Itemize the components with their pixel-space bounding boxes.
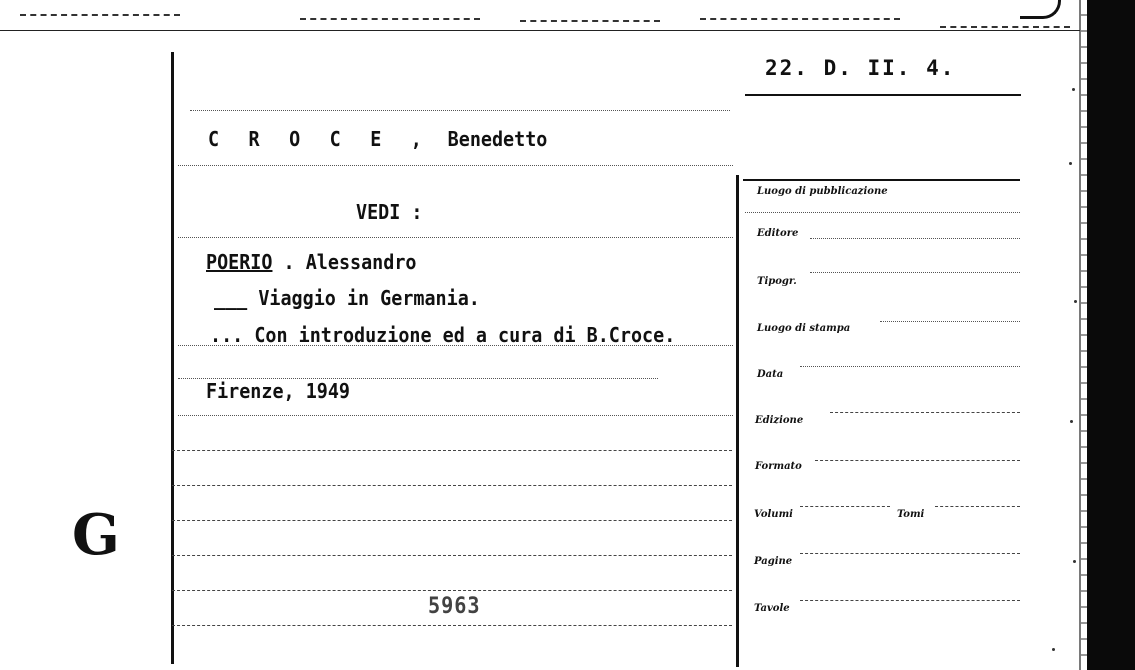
form-label-plates: Tavole <box>754 603 790 614</box>
shelfmark: 22. D. II. 4. <box>765 56 956 80</box>
guide-line <box>172 590 732 591</box>
guide-line <box>172 520 732 521</box>
scan-speck <box>1069 162 1072 165</box>
author-forename: Benedetto <box>447 127 548 151</box>
form-field-line <box>830 412 1020 413</box>
top-edge-dash-1 <box>20 14 180 16</box>
scan-speck <box>1072 88 1075 91</box>
scan-speck <box>1070 420 1073 423</box>
form-top-rule <box>743 179 1020 181</box>
reference-author-forename: . Alessandro <box>283 250 417 274</box>
card-left-margin-rule <box>171 52 174 664</box>
form-field-line <box>810 238 1020 239</box>
form-field-line <box>745 212 1020 213</box>
guide-line <box>178 165 733 166</box>
guide-line <box>172 625 732 626</box>
card-corner-curl <box>1020 0 1061 19</box>
reference-author-surname: POERIO <box>206 250 273 274</box>
shelfmark-underline <box>745 94 1021 96</box>
top-edge-line <box>0 30 1080 31</box>
form-label-edition: Edizione <box>755 415 804 426</box>
form-field-line <box>810 272 1020 273</box>
form-field-line <box>815 460 1020 461</box>
form-section-rule <box>736 175 739 667</box>
scan-speck <box>1052 648 1055 651</box>
top-edge-dash-2 <box>300 18 480 20</box>
title-entry <box>214 286 480 310</box>
form-field-line <box>880 321 1020 322</box>
guide-line <box>178 415 733 416</box>
title-prefix: ___ <box>214 286 248 310</box>
note-prefix: ... <box>210 323 244 347</box>
guide-line <box>172 485 732 486</box>
guide-line <box>172 450 732 451</box>
guide-line <box>178 237 733 238</box>
form-label-pages: Pagine <box>754 556 793 567</box>
form-label-printer: Tipogr. <box>757 276 797 287</box>
top-edge-dash-4 <box>700 18 900 20</box>
classification-letter: G <box>72 502 120 568</box>
form-label-volumes: Volumi <box>754 509 793 520</box>
note-text: Con introduzione ed a cura di B.Croce. <box>254 323 676 347</box>
note-entry <box>210 323 675 347</box>
scan-black-border <box>1087 0 1135 670</box>
form-label-format: Formato <box>755 461 802 472</box>
form-label-place-of-printing: Luogo di stampa <box>757 323 851 334</box>
form-label-place-of-publication: Luogo di pubblicazione <box>757 186 888 197</box>
inventory-number: 5963 <box>428 594 481 619</box>
guide-line <box>190 110 730 111</box>
form-label-publisher: Editore <box>757 228 799 239</box>
scan-speck <box>1073 560 1076 563</box>
scan-edge-strip <box>1079 0 1087 670</box>
form-label-date: Data <box>757 369 784 380</box>
form-label-tomes: Tomi <box>897 509 925 520</box>
form-field-line <box>935 506 1020 507</box>
imprint-entry: Firenze, 1949 <box>206 379 351 403</box>
form-field-line <box>800 553 1020 554</box>
form-field-line <box>800 366 1020 367</box>
top-edge-dash-3 <box>520 20 660 22</box>
form-field-line <box>800 600 1020 601</box>
guide-line <box>172 555 732 556</box>
see-reference-label: VEDI : <box>356 200 423 224</box>
reference-author <box>206 250 416 274</box>
form-field-line <box>800 506 890 507</box>
author-heading <box>208 127 547 151</box>
scan-speck <box>1074 300 1077 303</box>
title-text: Viaggio in Germania. <box>258 286 480 310</box>
author-surname: C R O C E , <box>208 127 432 151</box>
top-edge-dash-5 <box>940 26 1070 28</box>
